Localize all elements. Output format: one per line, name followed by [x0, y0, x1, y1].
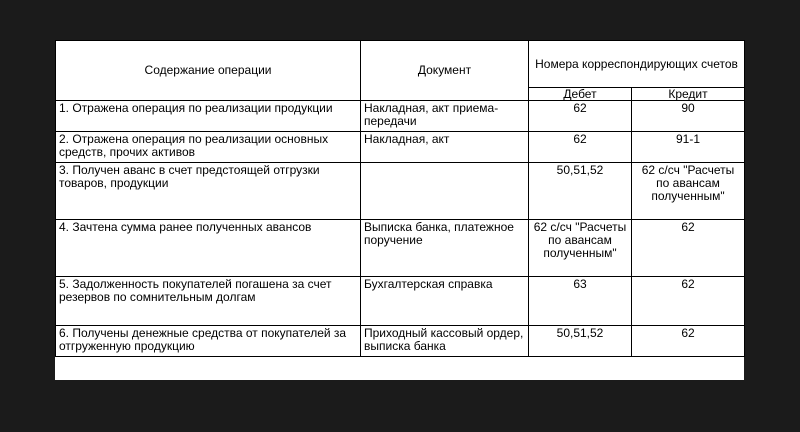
table-row	[56, 163, 745, 220]
credit-cell: 62	[632, 326, 745, 357]
table-row	[56, 277, 745, 326]
header-accounts: Номера корреспондирующих счетов	[529, 41, 745, 88]
debit-cell: 50,51,52	[529, 326, 632, 357]
header-credit: Кредит	[632, 88, 745, 101]
debit-cell: 62	[529, 132, 632, 163]
debit-cell: 62 с/сч "Расчеты по авансам полученным"	[529, 220, 632, 277]
operation-cell: 6. Получены денежные средства от покупателей за отгруженную продукцию	[56, 326, 361, 357]
operation-cell: 3. Получен аванс в счет предстоящей отгрузки товаров, продукции	[56, 163, 361, 220]
operation-cell: 1. Отражена операция по реализации продукции	[56, 101, 361, 132]
credit-cell: 90	[632, 101, 745, 132]
document-cell: Бухгалтерская справка	[361, 277, 529, 326]
document-cell: Накладная, акт приема-передачи	[361, 101, 529, 132]
operation-cell: 2. Отражена операция по реализации основных средств, прочих активов	[56, 132, 361, 163]
table-row	[56, 101, 745, 132]
accounting-entries-table	[55, 40, 745, 357]
credit-cell: 62	[632, 220, 745, 277]
document-cell: Накладная, акт	[361, 132, 529, 163]
header-operation: Содержание операции	[56, 41, 361, 101]
credit-cell: 91-1	[632, 132, 745, 163]
document-cell: Выписка банка, платежное поручение	[361, 220, 529, 277]
operation-cell: 4. Зачтена сумма ранее полученных авансов	[56, 220, 361, 277]
debit-cell: 62	[529, 101, 632, 132]
credit-cell: 62	[632, 277, 745, 326]
debit-cell: 63	[529, 277, 632, 326]
table-row	[56, 220, 745, 277]
table-row	[56, 326, 745, 357]
document-cell	[361, 163, 529, 220]
header-debit: Дебет	[529, 88, 632, 101]
credit-cell: 62 с/сч "Расчеты по авансам полученным"	[632, 163, 745, 220]
table-row	[56, 132, 745, 163]
operation-cell: 5. Задолженность покупателей погашена за счет резервов по сомнительным долгам	[56, 277, 361, 326]
header-row	[56, 41, 745, 88]
document-sheet	[55, 40, 744, 380]
debit-cell: 50,51,52	[529, 163, 632, 220]
document-cell: Приходный кассовый ордер, выписка банка	[361, 326, 529, 357]
header-document: Документ	[361, 41, 529, 101]
